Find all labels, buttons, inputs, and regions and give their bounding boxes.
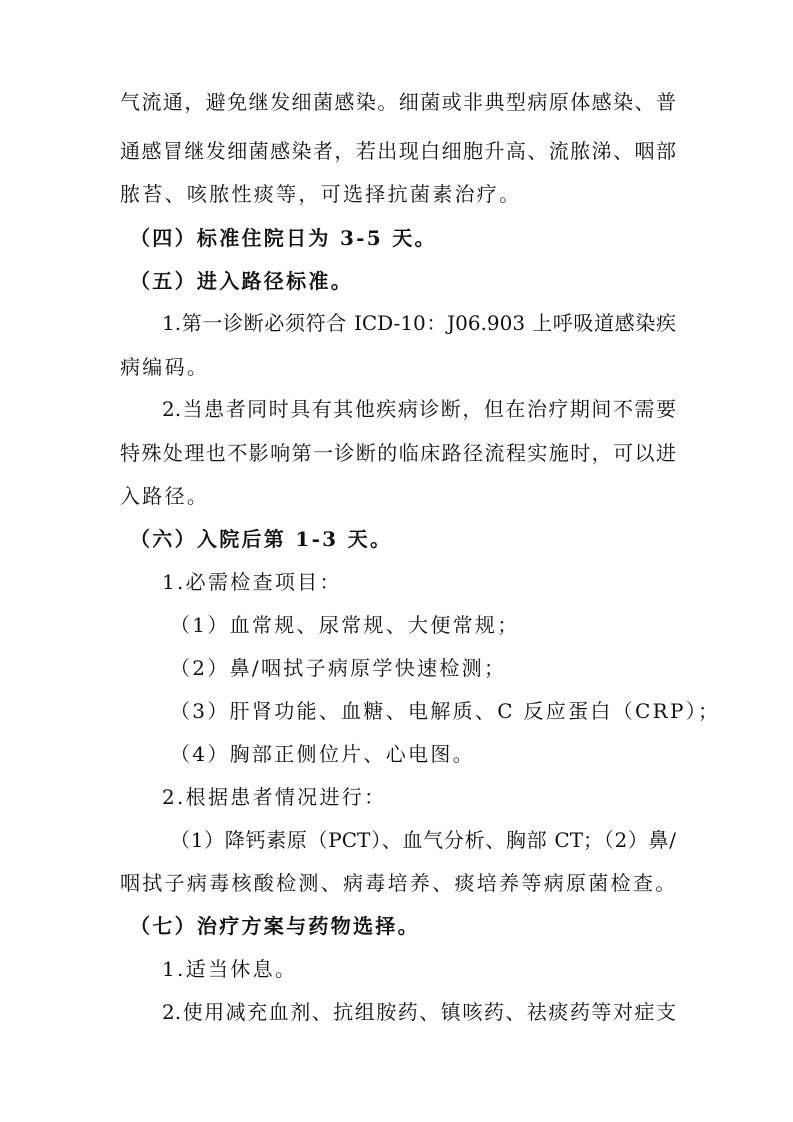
section-heading-7: （七）治疗方案与药物选择。 <box>130 914 420 938</box>
paragraph-line: 气流通，避免继发细菌感染。细菌或非典型病原体感染、普 <box>120 90 676 114</box>
list-item: 1.第一诊断必须符合 ICD-10：J06.903 上呼吸道感染疾 <box>162 311 676 335</box>
paragraph-line: 入路径。 <box>120 484 210 508</box>
list-item: 2.当患者同时具有其他疾病诊断，但在治疗期间不需要 <box>162 397 676 421</box>
list-item: 1.适当休息。 <box>162 957 298 981</box>
list-item: 1.必需检查项目： <box>162 570 342 594</box>
paragraph-line: 咽拭子病毒核酸检测、病毒培养、痰培养等病原菌检查。 <box>120 871 678 895</box>
sub-list-item: （3）肝肾功能、血糖、电解质、C 反应蛋白（CRP）； <box>170 699 721 723</box>
paragraph-line: 病编码。 <box>120 355 210 379</box>
paragraph-line: 特殊处理也不影响第一诊断的临床路径流程实施时，可以进 <box>120 441 676 465</box>
list-item: 2.根据患者情况进行： <box>162 785 387 809</box>
paragraph-line: 脓苔、咳脓性痰等，可选择抗菌素治疗。 <box>120 182 522 206</box>
sub-list-item: （1）血常规、尿常规、大便常规； <box>170 613 520 637</box>
section-heading-4: （四）标准住院日为 3-5 天。 <box>130 226 437 250</box>
sub-list-item: （4）胸部正侧位片、心电图。 <box>170 742 475 766</box>
sub-list-item: （1）降钙素原（PCT）、血气分析、胸部 CT；（2）鼻/ <box>170 828 676 852</box>
sub-list-item: （2）鼻/咽拭子病原学快速检测； <box>170 656 507 680</box>
paragraph-line: 通感冒继发细菌感染者，若出现白细胞升高、流脓涕、咽部 <box>120 139 676 163</box>
section-heading-6: （六）入院后第 1-3 天。 <box>130 527 393 551</box>
section-heading-5: （五）进入路径标准。 <box>130 269 353 293</box>
list-item: 2.使用减充血剂、抗组胺药、镇咳药、祛痰药等对症支 <box>162 1000 676 1024</box>
